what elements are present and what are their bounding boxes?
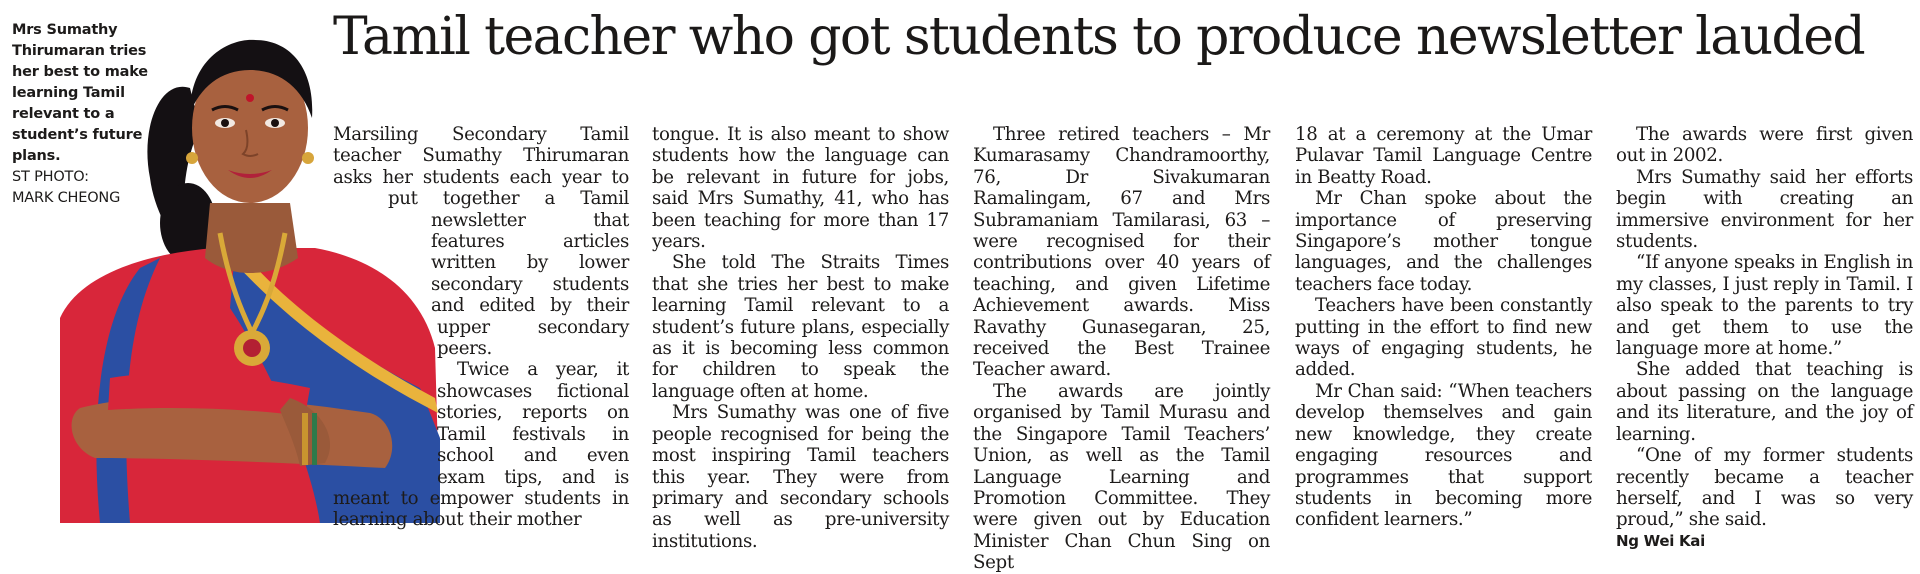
- caption-text: Mrs Sumathy Thirumaran tries her best to make learning Tamil relevant to a student’s future plans.: [12, 22, 148, 164]
- paragraph: “If anyone speaks in English in my classes, I just reply in Tamil. I also speak to the parents to try and get them to use the language more at home.”: [1616, 252, 1913, 360]
- paragraph: Twice a year, it showcases fictional stories, reports on Tamil festivals in school and even exam tips, and is meant to empower students in learning about their mother: [333, 359, 629, 531]
- paragraph: 18 at a ceremony at the Umar Pulavar Tamil Language Centre in Beatty Road.: [1295, 124, 1592, 188]
- article-column-4: [1295, 124, 1592, 531]
- headline: Tamil teacher who got students to produce newsletter lauded: [333, 7, 1865, 67]
- paragraph: She told The Straits Times that she tries her best to make learning Tamil relevant to a student’s future plans, especially as it is becoming less common for children to speak the language often at home.: [652, 252, 949, 402]
- paragraph: Mrs Sumathy said her efforts begin with creating an immersive environment for her students.: [1616, 166, 1913, 253]
- paragraph: Mr Chan said: “When teachers develop themselves and gain new knowledge, they create engaging resources and programmes that support students in becoming more confident learners.”: [1295, 380, 1592, 531]
- paragraph: The awards are jointly organised by Tamil Murasu and the Singapore Tamil Teachers’ Union, as well as the Tamil Language Learning and Promotion Committee. They were given out by Education Minister Chan Chun Sing on Sept: [973, 380, 1270, 574]
- article-column-2: [652, 124, 949, 552]
- photo-caption: [12, 20, 162, 209]
- article-column-3: [973, 124, 1270, 574]
- byline: Ng Wei Kai: [1616, 531, 1705, 550]
- paragraph: The awards were first given out in 2002.: [1616, 124, 1913, 167]
- photo-credit-label: ST PHOTO:: [12, 169, 89, 185]
- article-column-5: [1616, 124, 1913, 552]
- paragraph: tongue. It is also meant to show students how the language can be relevant in future for jobs, said Mrs Sumathy, 41, who has been teaching for more than 17 years.: [652, 124, 949, 253]
- paragraph: Teachers have been constantly putting in the effort to find new ways of engaging students, he added.: [1295, 295, 1592, 381]
- paragraph: Mr Chan spoke about the importance of preserving Singapore’s mother tongue languages, and the challenges teachers face today.: [1295, 188, 1592, 295]
- photo-credit-name: MARK CHEONG: [12, 190, 121, 206]
- paragraph: “One of my former students recently became a teacher herself, and I was so very proud,” she said.: [1616, 445, 1913, 531]
- paragraph: Mrs Sumathy was one of five people recognised for being the most inspiring Tamil teachers this year. They were from primary and secondary schools as well as pre-university institutions.: [652, 402, 949, 552]
- paragraph: She added that teaching is about passing on the language and its literature, and the joy of learning.: [1616, 359, 1913, 445]
- article-column-1: [333, 124, 629, 531]
- paragraph: Three retired teachers – Mr Kumarasamy Chandramoorthy, 76, Dr Sivakumaran Ramalingam, 67 and Mrs Subramaniam Tamilarasi, 63 – were recognised for their contributions over 40 years of teaching, and given Lifetime Achievement awards. Miss Ravathy Gunasegaran, 25, received the Best Trainee Teacher award.: [973, 124, 1270, 381]
- paragraph: Marsiling Secondary Tamil teacher Sumathy Thirumaran asks her students each year to put together a Tamil newsletter that features articles written by lower secondary students and edited by their upper secondary peers.: [333, 124, 629, 360]
